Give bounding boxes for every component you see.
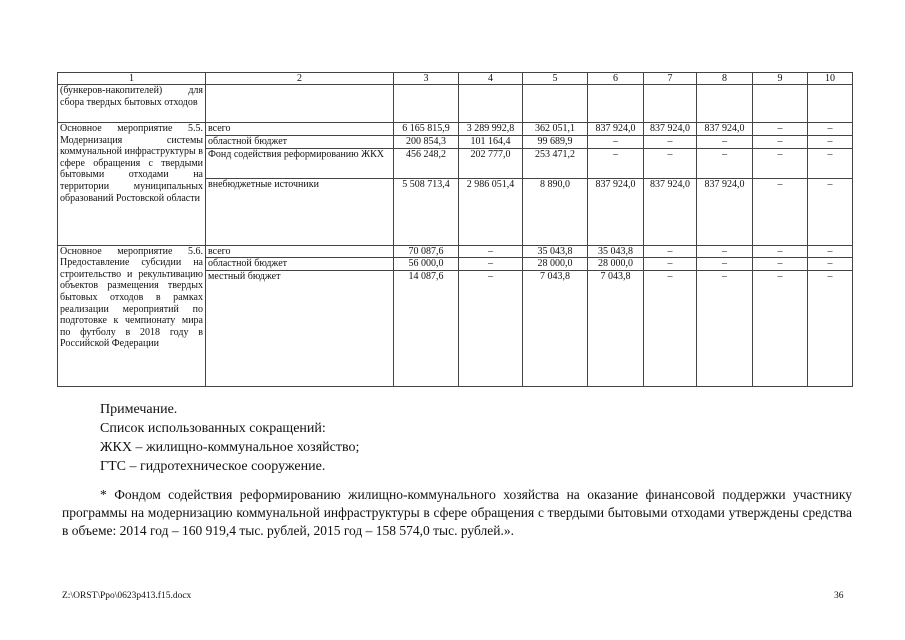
- table-cell: [753, 85, 808, 123]
- value-cell: 7 043,8: [523, 270, 588, 386]
- value-cell: –: [644, 148, 697, 178]
- value-cell: 837 924,0: [697, 178, 753, 245]
- value-cell: –: [697, 258, 753, 271]
- page-number: 36: [834, 591, 844, 601]
- value-cell: –: [808, 148, 853, 178]
- value-cell: 837 924,0: [588, 178, 644, 245]
- table-cell: [697, 85, 753, 123]
- table-cell: [206, 85, 394, 123]
- column-header: 4: [459, 73, 523, 85]
- table-row: [58, 245, 853, 258]
- value-cell: 6 165 815,9: [394, 123, 459, 136]
- column-header: 5: [523, 73, 588, 85]
- value-cell: –: [753, 123, 808, 136]
- note-line: ЖКХ – жилищно-коммунальное хозяйство;: [100, 440, 360, 455]
- header-row: [58, 73, 853, 85]
- table-cell: [459, 85, 523, 123]
- funding-source: всего: [206, 123, 394, 136]
- table-cell: [394, 85, 459, 123]
- value-cell: –: [644, 258, 697, 271]
- funding-source: местный бюджет: [206, 270, 394, 386]
- value-cell: –: [808, 178, 853, 245]
- value-cell: 837 924,0: [644, 178, 697, 245]
- value-cell: 2 986 051,4: [459, 178, 523, 245]
- value-cell: –: [459, 270, 523, 386]
- value-cell: 7 043,8: [588, 270, 644, 386]
- table-cell: [644, 85, 697, 123]
- value-cell: –: [753, 245, 808, 258]
- value-cell: –: [808, 245, 853, 258]
- footnote: * Фондом содействия реформированию жилищно-коммунального хозяйства на оказание финансовой поддержки участнику программы на модернизацию коммунальной инфраструктуры в сфере обращения с твердыми бытовыми отходами утверждены средства в объеме: 2014 год – 160 919,4 тыс. рублей, 2015 год – 158 574,0 тыс. рублей.».: [62, 487, 852, 538]
- value-cell: 99 689,9: [523, 136, 588, 149]
- value-cell: –: [697, 136, 753, 149]
- value-cell: 837 924,0: [697, 123, 753, 136]
- value-cell: –: [588, 136, 644, 149]
- value-cell: –: [459, 258, 523, 271]
- value-cell: 28 000,0: [588, 258, 644, 271]
- table-cell: [523, 85, 588, 123]
- table-row: [58, 85, 853, 123]
- value-cell: –: [753, 270, 808, 386]
- value-cell: –: [808, 123, 853, 136]
- funding-source: областной бюджет: [206, 258, 394, 271]
- column-header: 7: [644, 73, 697, 85]
- value-cell: –: [753, 178, 808, 245]
- value-cell: –: [808, 258, 853, 271]
- column-header: 3: [394, 73, 459, 85]
- value-cell: –: [753, 148, 808, 178]
- value-cell: 101 164,4: [459, 136, 523, 149]
- row-description: Основное мероприятие 5.5. Модернизация системы коммунальной инфраструктуры в сфере обращения с твердыми бытовыми отходами на территории муниципальных образований Ростовской области: [58, 123, 206, 246]
- value-cell: 14 087,6: [394, 270, 459, 386]
- file-path: Z:\ORST\Ppo\0623p413.f15.docx: [62, 591, 192, 601]
- note-line: Список использованных сокращений:: [100, 421, 326, 436]
- funding-source: всего: [206, 245, 394, 258]
- value-cell: –: [753, 258, 808, 271]
- table-cell: [588, 85, 644, 123]
- funding-source: Фонд содействия реформированию ЖКХ: [206, 148, 394, 178]
- value-cell: –: [644, 136, 697, 149]
- table-row: [58, 123, 853, 136]
- value-cell: 837 924,0: [588, 123, 644, 136]
- column-header: 6: [588, 73, 644, 85]
- budget-table: [57, 72, 853, 387]
- column-header: 1: [58, 73, 206, 85]
- value-cell: –: [644, 245, 697, 258]
- value-cell: –: [459, 245, 523, 258]
- funding-source: внебюджетные источники: [206, 178, 394, 245]
- funding-source: областной бюджет: [206, 136, 394, 149]
- column-header: 2: [206, 73, 394, 85]
- value-cell: 35 043,8: [588, 245, 644, 258]
- value-cell: 56 000,0: [394, 258, 459, 271]
- value-cell: 200 854,3: [394, 136, 459, 149]
- value-cell: 3 289 992,8: [459, 123, 523, 136]
- value-cell: 8 890,0: [523, 178, 588, 245]
- row-description: (бункеров-накопителей) для сбора твердых бытовых отходов: [58, 85, 206, 123]
- value-cell: 253 471,2: [523, 148, 588, 178]
- value-cell: –: [697, 245, 753, 258]
- table-cell: [808, 85, 853, 123]
- column-header: 10: [808, 73, 853, 85]
- value-cell: 456 248,2: [394, 148, 459, 178]
- value-cell: –: [808, 136, 853, 149]
- value-cell: 70 087,6: [394, 245, 459, 258]
- value-cell: 202 777,0: [459, 148, 523, 178]
- notes: [100, 400, 359, 476]
- column-header: 8: [697, 73, 753, 85]
- value-cell: 837 924,0: [644, 123, 697, 136]
- value-cell: –: [808, 270, 853, 386]
- row-description: Основное мероприятие 5.6. Предоставление субсидии на строительство и рекультивацию объектов размещения твердых бытовых отходов в рамках реализации мероприятий по подготовке к чемпионату мира по футболу в 2018 году в Российской Федерации: [58, 245, 206, 386]
- value-cell: –: [697, 148, 753, 178]
- value-cell: 35 043,8: [523, 245, 588, 258]
- note-line: Примечание.: [100, 402, 178, 417]
- note-line: ГТС – гидротехническое сооружение.: [100, 459, 326, 474]
- value-cell: –: [588, 148, 644, 178]
- column-header: 9: [753, 73, 808, 85]
- value-cell: 5 508 713,4: [394, 178, 459, 245]
- value-cell: –: [644, 270, 697, 386]
- value-cell: –: [697, 270, 753, 386]
- value-cell: 28 000,0: [523, 258, 588, 271]
- value-cell: –: [753, 136, 808, 149]
- value-cell: 362 051,1: [523, 123, 588, 136]
